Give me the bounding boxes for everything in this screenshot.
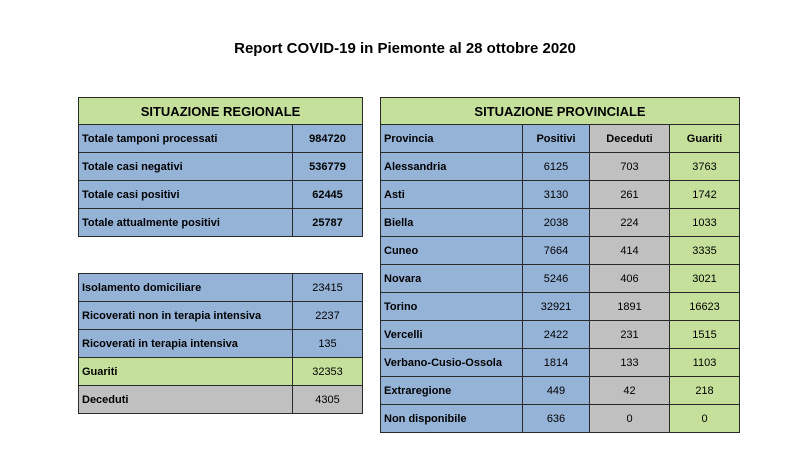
breakdown-label: Ricoverati non in terapia intensiva — [79, 302, 293, 330]
table-row — [381, 377, 740, 405]
table-row — [79, 330, 363, 358]
table-row — [381, 265, 740, 293]
guariti-cell: 1742 — [670, 181, 740, 209]
column-header: Deceduti — [590, 125, 670, 153]
deceduti-cell: 1891 — [590, 293, 670, 321]
summary-value: 984720 — [293, 125, 363, 153]
table-header-row — [381, 125, 740, 153]
provincia-cell: Vercelli — [381, 321, 523, 349]
provincia-cell: Asti — [381, 181, 523, 209]
deceduti-cell: 406 — [590, 265, 670, 293]
guariti-cell: 1103 — [670, 349, 740, 377]
breakdown-label: Isolamento domiciliare — [79, 274, 293, 302]
positivi-cell: 2422 — [523, 321, 590, 349]
provincia-cell: Torino — [381, 293, 523, 321]
deceduti-cell: 703 — [590, 153, 670, 181]
regional-summary-table — [78, 97, 363, 237]
positivi-cell: 449 — [523, 377, 590, 405]
guariti-cell: 3763 — [670, 153, 740, 181]
positivi-cell: 5246 — [523, 265, 590, 293]
summary-label: Totale tamponi processati — [79, 125, 293, 153]
guariti-cell: 1515 — [670, 321, 740, 349]
deceduti-cell: 0 — [590, 405, 670, 433]
deceduti-cell: 133 — [590, 349, 670, 377]
summary-value: 536779 — [293, 153, 363, 181]
column-header: Guariti — [670, 125, 740, 153]
table-row — [381, 153, 740, 181]
deceduti-cell: 42 — [590, 377, 670, 405]
breakdown-value: 2237 — [293, 302, 363, 330]
table-row — [79, 153, 363, 181]
table-row — [381, 349, 740, 377]
positivi-cell: 636 — [523, 405, 590, 433]
report-title: Report COVID-19 in Piemonte al 28 ottobre 2020 — [234, 40, 576, 57]
guariti-cell: 218 — [670, 377, 740, 405]
provincia-cell: Novara — [381, 265, 523, 293]
guariti-cell: 3021 — [670, 265, 740, 293]
positivi-cell: 32921 — [523, 293, 590, 321]
guariti-cell: 3335 — [670, 237, 740, 265]
table-row — [79, 358, 363, 386]
summary-label: Totale attualmente positivi — [79, 209, 293, 237]
breakdown-value: 4305 — [293, 386, 363, 414]
breakdown-label: Deceduti — [79, 386, 293, 414]
deceduti-cell: 414 — [590, 237, 670, 265]
regional-breakdown-table — [78, 273, 363, 414]
summary-label: Totale casi positivi — [79, 181, 293, 209]
breakdown-value: 32353 — [293, 358, 363, 386]
positivi-cell: 3130 — [523, 181, 590, 209]
table-row — [79, 181, 363, 209]
table-row — [381, 237, 740, 265]
provincial-header: SITUAZIONE PROVINCIALE — [381, 98, 740, 125]
table-row — [79, 274, 363, 302]
breakdown-value: 23415 — [293, 274, 363, 302]
summary-value: 25787 — [293, 209, 363, 237]
table-row — [79, 302, 363, 330]
provincia-cell: Alessandria — [381, 153, 523, 181]
positivi-cell: 1814 — [523, 349, 590, 377]
provincia-cell: Biella — [381, 209, 523, 237]
table-row — [381, 405, 740, 433]
breakdown-label: Ricoverati in terapia intensiva — [79, 330, 293, 358]
provincia-cell: Cuneo — [381, 237, 523, 265]
table-row — [79, 209, 363, 237]
positivi-cell: 2038 — [523, 209, 590, 237]
provincia-cell: Extraregione — [381, 377, 523, 405]
regional-header: SITUAZIONE REGIONALE — [79, 98, 363, 125]
provincia-cell: Verbano-Cusio-Ossola — [381, 349, 523, 377]
table-row — [79, 125, 363, 153]
summary-label: Totale casi negativi — [79, 153, 293, 181]
provincial-table — [380, 97, 740, 433]
deceduti-cell: 261 — [590, 181, 670, 209]
table-row — [381, 181, 740, 209]
guariti-cell: 0 — [670, 405, 740, 433]
guariti-cell: 16623 — [670, 293, 740, 321]
table-row — [79, 386, 363, 414]
column-header: Provincia — [381, 125, 523, 153]
table-row — [381, 209, 740, 237]
provincia-cell: Non disponibile — [381, 405, 523, 433]
column-header: Positivi — [523, 125, 590, 153]
table-row — [381, 321, 740, 349]
positivi-cell: 6125 — [523, 153, 590, 181]
breakdown-label: Guariti — [79, 358, 293, 386]
deceduti-cell: 224 — [590, 209, 670, 237]
guariti-cell: 1033 — [670, 209, 740, 237]
positivi-cell: 7664 — [523, 237, 590, 265]
summary-value: 62445 — [293, 181, 363, 209]
table-row — [381, 293, 740, 321]
breakdown-value: 135 — [293, 330, 363, 358]
deceduti-cell: 231 — [590, 321, 670, 349]
